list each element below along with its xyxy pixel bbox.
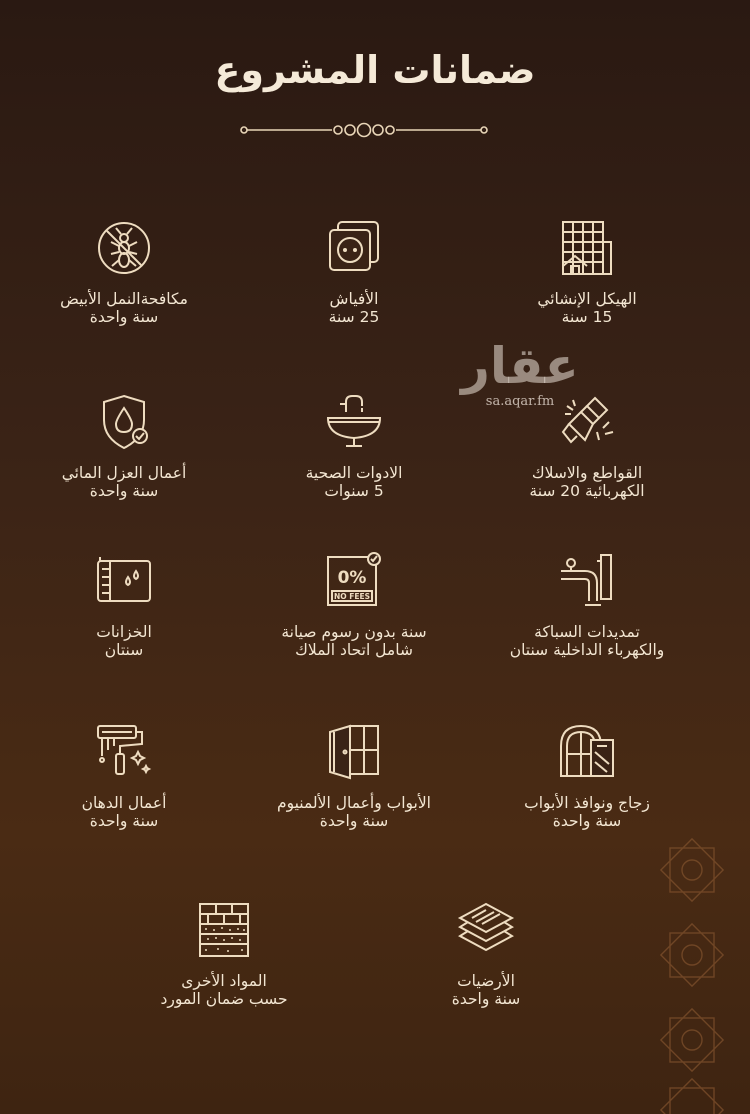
brick-wall-icon — [194, 900, 254, 960]
item-title: أعمال الدهان — [81, 794, 167, 812]
guarantee-item-sanitary — [234, 392, 474, 500]
item-title: تمديدات السباكة — [534, 623, 640, 641]
window-icon — [557, 722, 617, 782]
watermark-text: عقار — [461, 337, 579, 395]
pipe-faucet-icon — [557, 551, 617, 611]
item-duration: 25 سنة — [328, 308, 380, 326]
badge-percent: 0% — [337, 568, 367, 588]
item-duration: حسب ضمان المورد — [160, 990, 288, 1008]
item-duration: سنة واحدة — [89, 482, 159, 500]
guarantee-item-windows — [467, 722, 707, 830]
item-duration: سنة واحدة — [89, 812, 159, 830]
guarantee-item-sockets — [234, 218, 474, 326]
sink-faucet-icon — [324, 392, 384, 452]
item-duration: شامل اتحاد الملاك — [295, 641, 413, 659]
power-socket-icon — [324, 218, 384, 278]
item-title: الأفياش — [329, 290, 379, 308]
guarantee-item-flooring — [366, 900, 606, 1008]
item-title: الهيكل الإنشائي — [537, 290, 637, 308]
no-fees-icon — [324, 551, 384, 611]
item-title: الأبواب وأعمال الألمنيوم — [277, 794, 431, 812]
guarantee-item-doors — [234, 722, 474, 830]
item-duration: سنة واحدة — [319, 812, 389, 830]
item-duration: 15 سنة — [561, 308, 613, 326]
item-duration: 5 سنوات — [324, 482, 384, 500]
item-title: مكافحةالنمل الأبيض — [60, 290, 188, 308]
item-title: الادوات الصحية — [305, 464, 403, 482]
guarantee-item-wires — [467, 392, 707, 500]
item-title: الخزانات — [96, 623, 152, 641]
guarantee-item-plumbing — [467, 551, 707, 659]
guarantee-item-waterproofing — [4, 392, 244, 500]
item-title: سنة بدون رسوم صيانة — [281, 623, 427, 641]
ornamental-divider — [240, 118, 488, 142]
item-title: القواطع والاسلاك — [531, 464, 643, 482]
item-duration: الكهربائية 20 سنة — [529, 482, 645, 500]
no-termite-icon — [94, 218, 154, 278]
item-duration: سنة واحدة — [89, 308, 159, 326]
badge-no-fees: NO FEES — [333, 592, 371, 601]
guarantee-item-termite — [4, 218, 244, 326]
item-duration: سنة واحدة — [451, 990, 521, 1008]
guarantee-item-tanks — [4, 551, 244, 659]
water-tank-icon — [94, 551, 154, 611]
electric-wire-icon — [557, 392, 617, 452]
water-shield-icon — [94, 392, 154, 452]
decorative-pattern — [652, 830, 742, 1114]
floor-layers-icon — [456, 900, 516, 960]
item-duration: سنة واحدة — [552, 812, 622, 830]
guarantee-item-structure — [467, 218, 707, 326]
watermark-url: sa.aqar.fm — [485, 394, 555, 409]
item-title: المواد الأخرى — [181, 972, 267, 990]
guarantee-item-no-fees — [234, 551, 474, 659]
item-title: أعمال العزل المائي — [61, 464, 187, 482]
item-title: الأرضيات — [457, 972, 515, 990]
item-duration: والكهرباء الداخلية سنتان — [509, 641, 665, 659]
page-title: ضمانات المشروع — [214, 48, 536, 92]
paint-roller-icon — [94, 722, 154, 782]
skyscraper-icon — [557, 218, 617, 278]
item-title: زجاج ونوافذ الأبواب — [524, 794, 650, 812]
door-icon — [324, 722, 384, 782]
guarantee-item-paint — [4, 722, 244, 830]
item-duration: سنتان — [104, 641, 144, 659]
guarantee-item-other-materials — [104, 900, 344, 1008]
